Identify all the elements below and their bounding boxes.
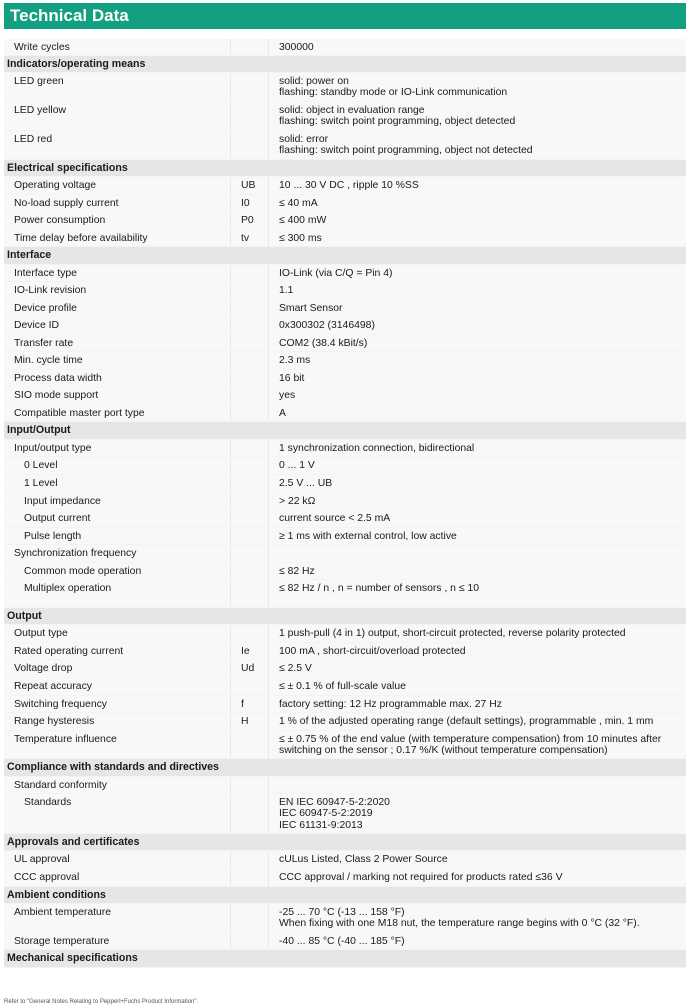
spec-value: solid: object in evaluation range flashing: switch point programming, object detected (268, 102, 686, 130)
spec-row (4, 370, 686, 387)
spec-label: Compatible master port type (14, 408, 145, 419)
spec-symbol (230, 777, 268, 793)
spec-value: -40 ... 85 °C (-40 ... 185 °F) (268, 933, 686, 949)
spec-value: 1 synchronization connection, bidirectional (268, 440, 686, 456)
spec-row (4, 475, 686, 493)
spec-row (4, 731, 686, 759)
spec-symbol (230, 73, 268, 101)
spec-symbol (230, 528, 268, 544)
section-header (4, 834, 686, 851)
spec-value: 1 push-pull (4 in 1) output, short-circuit protected, reverse polarity protected (268, 625, 686, 642)
spec-label: Output type (14, 628, 68, 639)
spec-symbol (230, 440, 268, 456)
spec-symbol (230, 678, 268, 695)
spec-row (4, 545, 686, 563)
spec-row (4, 352, 686, 370)
spec-row (4, 317, 686, 335)
section-header (4, 887, 686, 904)
spec-row (4, 869, 686, 887)
spec-row (4, 457, 686, 475)
spec-value: 10 ... 30 V DC , ripple 10 %SS (268, 177, 686, 194)
spec-label: Synchronization frequency (14, 548, 137, 559)
spec-label: Interface type (14, 268, 77, 279)
spec-row (4, 510, 686, 528)
spec-symbol (230, 405, 268, 421)
section-header (4, 950, 686, 968)
spec-row (4, 563, 686, 580)
spec-value: ≥ 1 ms with external control, low active (268, 528, 686, 544)
section-title: Compliance with standards and directives (7, 761, 219, 773)
spec-row (4, 177, 686, 195)
spec-value: current source < 2.5 mA (268, 510, 686, 527)
spec-value: 300000 (268, 39, 686, 55)
spec-symbol (230, 282, 268, 299)
spec-value: ≤ 400 mW (268, 212, 686, 229)
spec-row (4, 904, 686, 933)
spec-row (4, 282, 686, 300)
spec-value: 2.5 V ... UB (268, 475, 686, 492)
spec-row (4, 777, 686, 794)
spec-value: 2.3 ms (268, 352, 686, 369)
spec-symbol: H (230, 713, 268, 730)
spec-label: Switching frequency (14, 699, 107, 710)
spec-row (4, 696, 686, 713)
spec-label: Range hysteresis (14, 716, 95, 727)
spec-row (4, 794, 686, 834)
spec-row (4, 230, 686, 247)
spec-row (4, 933, 686, 950)
spec-symbol (230, 131, 268, 159)
spec-value: ≤ 40 mA (268, 195, 686, 211)
spec-label: Ambient temperature (14, 907, 112, 918)
spec-symbol: Ud (230, 660, 268, 677)
spec-value: yes (268, 387, 686, 404)
spec-value: EN IEC 60947-5-2:2020 IEC 60947-5-2:2019 IEC 61131-9:2013 (268, 794, 686, 833)
spec-symbol (230, 335, 268, 351)
spec-row (4, 440, 686, 457)
spec-label: Input/output type (14, 443, 92, 454)
spec-symbol (230, 545, 268, 562)
spec-value: cULus Listed, Class 2 Power Source (268, 851, 686, 868)
spec-symbol (230, 457, 268, 474)
spec-label: No-load supply current (14, 198, 119, 209)
spec-label: Storage temperature (14, 936, 110, 947)
spec-label: Temperature influence (14, 734, 117, 745)
spec-row (4, 387, 686, 405)
technical-data-table (4, 39, 686, 968)
spec-row (4, 643, 686, 660)
spec-label: CCC approval (14, 872, 80, 883)
spec-symbol (230, 102, 268, 130)
spec-value: A (268, 405, 686, 421)
section-header (4, 56, 686, 73)
section-header (4, 247, 686, 265)
spec-label: Write cycles (14, 42, 70, 53)
spec-row (4, 300, 686, 317)
spec-label: Input impedance (24, 496, 101, 507)
spec-symbol (230, 563, 268, 579)
spec-label: 0 Level (24, 460, 58, 471)
spec-row (4, 335, 686, 352)
spec-value: 16 bit (268, 370, 686, 386)
footer-note: Refer to "General Notes Relating to Pepperl+Fuchs Product Information". (4, 999, 199, 1005)
spec-value: ≤ ± 0.1 % of full-scale value (268, 678, 686, 695)
spec-label: SIO mode support (14, 390, 99, 401)
spec-symbol: UB (230, 177, 268, 194)
spec-symbol: f (230, 696, 268, 712)
spec-symbol: Ie (230, 643, 268, 659)
spec-value: 1.1 (268, 282, 686, 299)
spec-value: CCC approval / marking not required for products rated ≤36 V (268, 869, 686, 886)
spec-value: ≤ 2.5 V (268, 660, 686, 677)
section-title: Indicators/operating means (7, 58, 146, 70)
spec-symbol: I0 (230, 195, 268, 211)
spec-row (4, 493, 686, 510)
spec-row (4, 528, 686, 545)
spec-symbol (230, 39, 268, 55)
spec-row (4, 580, 686, 608)
spec-row (4, 195, 686, 212)
spec-value: Smart Sensor (268, 300, 686, 316)
spec-label: Repeat accuracy (14, 681, 92, 692)
spec-row (4, 131, 686, 160)
spec-label: Transfer rate (14, 338, 74, 349)
section-title: Output (7, 610, 42, 622)
spec-label: Device ID (14, 320, 60, 331)
spec-value (268, 545, 686, 562)
section-title: Input/Output (7, 424, 71, 436)
spec-label: Rated operating current (14, 646, 124, 657)
spec-label: LED green (14, 76, 64, 87)
spec-value: > 22 kΩ (268, 493, 686, 509)
spec-symbol (230, 794, 268, 833)
section-title: Mechanical specifications (7, 952, 138, 964)
spec-symbol (230, 510, 268, 527)
spec-symbol (230, 731, 268, 758)
spec-label: Pulse length (24, 531, 82, 542)
spec-symbol (230, 352, 268, 369)
section-title: Approvals and certificates (7, 836, 140, 848)
spec-label: Time delay before availability (14, 233, 148, 244)
spec-value: ≤ ± 0.75 % of the end value (with temperature compensation) from 10 minutes after switching on the sensor ; 0.17 %/K (without temperature compensation) (268, 731, 686, 758)
spec-value (268, 777, 686, 793)
section-header (4, 759, 686, 777)
page-title: Technical Data (4, 3, 686, 29)
spec-value: 0 ... 1 V (268, 457, 686, 474)
spec-row (4, 678, 686, 696)
spec-row (4, 405, 686, 422)
spec-label: Voltage drop (14, 663, 73, 674)
spec-value: 100 mA , short-circuit/overload protected (268, 643, 686, 659)
spec-value: 0x300302 (3146498) (268, 317, 686, 334)
spec-value: 1 % of the adjusted operating range (default settings), programmable , min. 1 mm (268, 713, 686, 730)
spec-symbol (230, 265, 268, 281)
spec-row (4, 73, 686, 102)
spec-symbol (230, 475, 268, 492)
spec-label: Standards (24, 797, 72, 808)
section-title: Electrical specifications (7, 162, 128, 174)
spec-symbol (230, 851, 268, 868)
spec-symbol: tv (230, 230, 268, 246)
spec-value: factory setting: 12 Hz programmable max. 27 Hz (268, 696, 686, 712)
spec-label: Common mode operation (24, 566, 142, 577)
spec-symbol (230, 493, 268, 509)
spec-symbol (230, 370, 268, 386)
spec-symbol: P0 (230, 212, 268, 229)
spec-row (4, 713, 686, 731)
spec-symbol (230, 300, 268, 316)
spec-label: Power consumption (14, 215, 106, 226)
spec-value: -25 ... 70 °C (-13 ... 158 °F) When fixing with one M18 nut, the temperature range begins with 0 °C (32 °F). (268, 904, 686, 932)
section-title: Ambient conditions (7, 889, 106, 901)
spec-value: ≤ 300 ms (268, 230, 686, 246)
spec-label: Min. cycle time (14, 355, 83, 366)
spec-row (4, 102, 686, 131)
spec-row (4, 265, 686, 282)
section-header (4, 422, 686, 440)
spec-value: IO-Link (via C/Q = Pin 4) (268, 265, 686, 281)
spec-symbol (230, 317, 268, 334)
section-header (4, 608, 686, 625)
spec-label: UL approval (14, 854, 70, 865)
spec-value: solid: error flashing: switch point programming, object not detected (268, 131, 686, 159)
section-title: Interface (7, 249, 52, 261)
spec-label: IO-Link revision (14, 285, 87, 296)
spec-label: Process data width (14, 373, 102, 384)
spec-row (4, 39, 686, 56)
spec-symbol (230, 387, 268, 404)
spec-value: COM2 (38.4 kBit/s) (268, 335, 686, 351)
spec-label: Device profile (14, 303, 77, 314)
spec-row (4, 212, 686, 230)
spec-label: LED red (14, 134, 53, 145)
spec-symbol (230, 869, 268, 886)
spec-label: 1 Level (24, 478, 58, 489)
spec-label: LED yellow (14, 105, 66, 116)
spec-row (4, 851, 686, 869)
spec-symbol (230, 933, 268, 949)
spec-value: solid: power on flashing: standby mode or IO-Link communication (268, 73, 686, 101)
spec-label: Output current (24, 513, 91, 524)
spec-symbol (230, 904, 268, 932)
spec-value: ≤ 82 Hz (268, 563, 686, 579)
spec-row (4, 660, 686, 678)
spec-label: Standard conformity (14, 780, 107, 791)
section-header (4, 160, 686, 177)
spec-label: Operating voltage (14, 180, 97, 191)
spec-value: ≤ 82 Hz / n , n = number of sensors , n ≤ 10 (268, 580, 686, 607)
spec-label: Multiplex operation (24, 583, 112, 594)
spec-symbol (230, 625, 268, 642)
spec-symbol (230, 580, 268, 607)
spec-row (4, 625, 686, 643)
